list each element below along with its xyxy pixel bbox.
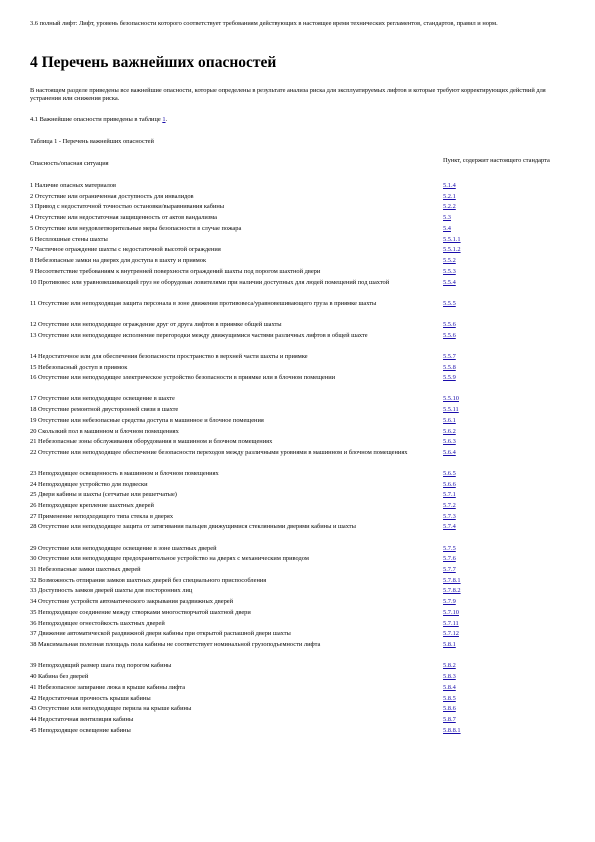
clause-link[interactable]: 5.5.1.2 bbox=[443, 246, 461, 253]
clause-link[interactable]: 5.7.12 bbox=[443, 630, 459, 637]
hazard-description: 22 Отсутствие или неподходящее обеспечение безопасности переходов между различными уровнями в машинном и блочном помещениях bbox=[30, 449, 408, 456]
table-caption: Таблица 1 - Перечень важнейших опасностей bbox=[30, 138, 154, 145]
hazard-description: 11 Отсутствие или неподходящая защита персонала в зоне движения противовеса/уравновешивающего груза в приямке шахты bbox=[30, 300, 377, 307]
hazard-description: 3 Привод с недостаточной точностью остановки/выравнивания кабины bbox=[30, 203, 225, 210]
hazard-description: 20 Скользкий пол в машинном и блочном помещениях bbox=[30, 428, 179, 435]
hazard-description: 42 Недостаточная прочность крыши кабины bbox=[30, 695, 151, 702]
hazard-description: 27 Применение неподходящего типа стекла в дверях bbox=[30, 513, 174, 520]
clause-link[interactable]: 5.8.2 bbox=[443, 662, 456, 669]
clause-link[interactable]: 5.1.4 bbox=[443, 182, 456, 189]
clause-link[interactable]: 5.5.1.1 bbox=[443, 236, 461, 243]
clause-link[interactable]: 5.8.1 bbox=[443, 641, 456, 648]
clause-link[interactable]: 5.5.5 bbox=[443, 300, 456, 307]
table-link[interactable]: 1 bbox=[162, 116, 166, 123]
section-title: 4 Перечень важнейших опасностей bbox=[30, 54, 277, 71]
clause-link[interactable]: 5.7.4 bbox=[443, 523, 456, 530]
hazard-description: 16 Отсутствие или неподходящее электрическое устройство безопасности в приямке или в блочном помещении bbox=[30, 374, 336, 381]
clause-link[interactable]: 5.3 bbox=[443, 214, 451, 221]
hazard-description: 2 Отсутствие или ограниченная доступность для инвалидов bbox=[30, 193, 194, 200]
hazard-description: 23 Неподходящее освещенность в машинном и блочном помещениях bbox=[30, 470, 219, 477]
clause-link[interactable]: 5.5.6 bbox=[443, 321, 456, 328]
hazard-description: 6 Несплошные стены шахты bbox=[30, 236, 108, 243]
hazard-description: 33 Доступность замков дверей шахты для посторонних лиц bbox=[30, 587, 193, 594]
clause-link[interactable]: 5.6.2 bbox=[443, 428, 456, 435]
column-header-clause: Пункт, содержит настоящего стандарта bbox=[443, 157, 550, 164]
clause-link[interactable]: 5.5.6 bbox=[443, 332, 456, 339]
clause-link[interactable]: 5.6.5 bbox=[443, 470, 456, 477]
hazard-description: 28 Отсутствие или неподходящее защита от затягивания пальцев движущимися стеклянными дверями кабины и шахты bbox=[30, 523, 356, 530]
hazard-description: 44 Недостаточная вентиляция кабины bbox=[30, 716, 134, 723]
hazard-description: 38 Максимальная полезная площадь пола кабины не соответствует номинальной грузоподъемности лифта bbox=[30, 641, 321, 648]
hazard-description: 5 Отсутствие или неудовлетворительные меры безопасности в случае пожара bbox=[30, 225, 242, 232]
hazard-description: 30 Отсутствие или неподходящее предохранительное устройство на дверях с механическим приводом bbox=[30, 555, 309, 562]
hazard-description: 37 Движение автоматической раздвижной двери кабины при открытой распашной двери шахты bbox=[30, 630, 291, 637]
clause-link[interactable]: 5.8.7 bbox=[443, 716, 456, 723]
hazard-description: 21 Небезопасные зоны обслуживания оборудования в машинном и блочном помещениях bbox=[30, 438, 273, 445]
clause-link[interactable]: 5.8.3 bbox=[443, 673, 456, 680]
clause-link[interactable]: 5.7.11 bbox=[443, 620, 459, 627]
clause-link[interactable]: 5.7.1 bbox=[443, 491, 456, 498]
clause-link[interactable]: 5.6.3 bbox=[443, 438, 456, 445]
hazard-description: 35 Неподходящее соединение между створками многостворчатой шахтной двери bbox=[30, 609, 251, 616]
hazard-description: 4 Отсутствие или недостаточная защищенность от актов вандализма bbox=[30, 214, 218, 221]
hazard-description: 13 Отсутствие или неподходящее исполнение перегородки между движущимися частями различных лифтов в общей шахте bbox=[30, 332, 368, 339]
clause-link[interactable]: 5.5.2 bbox=[443, 257, 456, 264]
clause-link[interactable]: 5.7.6 bbox=[443, 555, 456, 562]
clause-link[interactable]: 5.7.8.2 bbox=[443, 587, 461, 594]
clause-link[interactable]: 5.7.3 bbox=[443, 513, 456, 520]
hazard-description: 32 Возможность отпирания замков шахтных дверей без специального приспособления bbox=[30, 577, 267, 584]
hazard-description: 29 Отсутствие или неподходящее освещение в зоне шахтных дверей bbox=[30, 545, 217, 552]
hazard-description: 17 Отсутствие или неподходящее освещение в шахте bbox=[30, 395, 175, 402]
clause-link[interactable]: 5.6.1 bbox=[443, 417, 456, 424]
clause-link[interactable]: 5.6.6 bbox=[443, 481, 456, 488]
scope-paragraph: В настоящем разделе приведены все важнейшие опасности, которые определены в результате анализа риска для эксплуатируемых лифтов и которые требуют корректирующих действий для устранения или снижения риска. bbox=[30, 87, 546, 102]
hazard-description: 31 Небезопасные замки шахтных дверей bbox=[30, 566, 141, 573]
hazard-description: 18 Отсутствие ремонтной двусторонней связи в шахте bbox=[30, 406, 179, 413]
clause-link[interactable]: 5.7.10 bbox=[443, 609, 459, 616]
hazard-description: 26 Неподходящее крепление шахтных дверей bbox=[30, 502, 154, 509]
hazard-description: 41 Небезопасное запирание люка в крыше кабины лифта bbox=[30, 684, 186, 691]
hazard-description: 19 Отсутствие или небезопасные средства доступа в машинное и блочное помещения bbox=[30, 417, 264, 424]
clause-link[interactable]: 5.5.11 bbox=[443, 406, 459, 413]
hazard-description: 39 Неподходящий размер шага под порогом кабины bbox=[30, 662, 172, 669]
clause-link[interactable]: 5.5.8 bbox=[443, 364, 456, 371]
clause-link[interactable]: 5.5.4 bbox=[443, 279, 456, 286]
hazard-description: 25 Двери кабины и шахты (сетчатые или решетчатые) bbox=[30, 491, 177, 498]
hazard-description: 9 Несоответствие требованиям к внутренней поверхности ограждений шахты под порогом шахтной двери bbox=[30, 268, 321, 275]
hazard-description: 34 Отсутствие устройств автоматического закрывания раздвижных дверей bbox=[30, 598, 234, 605]
intro-paragraph: 3.6 полный лифт: Лифт, уровень безопасности которого соответствует требованиям действующих в настоящее время технических регламентов, стандартов, правил и норм. bbox=[30, 20, 498, 27]
hazard-description: 40 Кабина без дверей bbox=[30, 673, 89, 680]
hazard-description: 43 Отсутствие или неподходящее перила на крыше кабины bbox=[30, 705, 192, 712]
clause-link[interactable]: 5.7.5 bbox=[443, 545, 456, 552]
hazard-description: 1 Наличие опасных материалов bbox=[30, 182, 116, 189]
hazard-description: 45 Неподходящее освещение кабины bbox=[30, 727, 131, 734]
clause-link[interactable]: 5.8.6 bbox=[443, 705, 456, 712]
table-reference bbox=[30, 116, 167, 124]
clause-link[interactable]: 5.7.2 bbox=[443, 502, 456, 509]
clause-link[interactable]: 5.2.1 bbox=[443, 193, 456, 200]
clause-link[interactable]: 5.7.7 bbox=[443, 566, 456, 573]
hazard-description: 36 Неподходящее огнестойкость шахтных дверей bbox=[30, 620, 165, 627]
clause-link[interactable]: 5.5.9 bbox=[443, 374, 456, 381]
clause-link[interactable]: 5.7.8.1 bbox=[443, 577, 461, 584]
table-reference-text: 4.1 Важнейшие опасности приведены в таблице bbox=[30, 116, 161, 123]
hazard-description: 15 Небезопасный доступ в приямок bbox=[30, 364, 128, 371]
table-reference-suffix: . bbox=[165, 116, 168, 123]
hazard-description: 10 Противовес или уравновешивающий груз не оборудован ловителями при наличии доступных для людей помещений под шахтой bbox=[30, 279, 390, 286]
clause-link[interactable]: 5.2.2 bbox=[443, 203, 456, 210]
hazard-description: 14 Недостаточное или для обеспечения безопасности пространство в верхней части шахты и приямке bbox=[30, 353, 308, 360]
column-header-hazard: Опасность/опасная ситуация bbox=[30, 160, 109, 167]
clause-link[interactable]: 5.7.9 bbox=[443, 598, 456, 605]
clause-link[interactable]: 5.8.4 bbox=[443, 684, 456, 691]
hazard-description: 12 Отсутствие или неподходящее ограждение друг от друга лифтов в приямке общей шахты bbox=[30, 321, 282, 328]
clause-link[interactable]: 5.8.8.1 bbox=[443, 727, 461, 734]
clause-link[interactable]: 5.5.7 bbox=[443, 353, 456, 360]
clause-link[interactable]: 5.5.3 bbox=[443, 268, 456, 275]
clause-link[interactable]: 5.6.4 bbox=[443, 449, 456, 456]
clause-link[interactable]: 5.4 bbox=[443, 225, 451, 232]
hazard-description: 8 Небезопасные замки на дверях для доступа в шахту и приямок bbox=[30, 257, 207, 264]
clause-link[interactable]: 5.5.10 bbox=[443, 395, 459, 402]
clause-link[interactable]: 5.8.5 bbox=[443, 695, 456, 702]
hazard-description: 24 Неподходящее устройство для подвески bbox=[30, 481, 148, 488]
hazard-description: 7 Частичное ограждение шахты с недостаточной высотой ограждения bbox=[30, 246, 221, 253]
